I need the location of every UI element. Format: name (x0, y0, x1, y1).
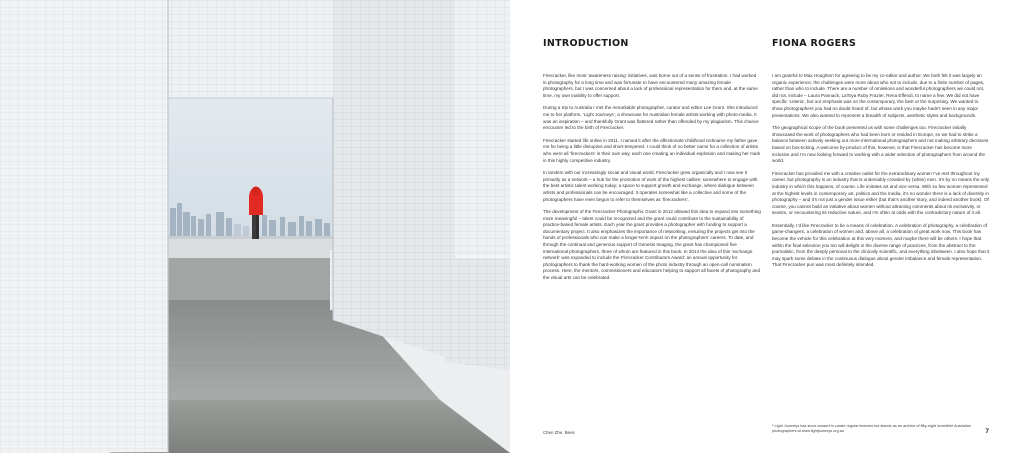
author-heading: FIONA ROGERS (772, 38, 857, 49)
author-paragraph: Essentially, I’d like Firecracker to be a means of celebration. A celebration of photography, a celebration of game-changers, a celebration of women and, above all, a celebration of great work now. This book has become the vehicle for this celebration at this very moment, and maybe there will be others. I hope that within the final selection you too will delight in the diverse range of practices, from the abstract to the journalistic, from the deeply personal to the clinically scientific, and everything inbetween. I also hope that it may spark some debate in the continuous dialogue about gender imbalance and female representation. That Firecracker pun was most definitely intended. (772, 222, 990, 268)
introduction-column (543, 38, 761, 288)
photo-caption: Chen Zhe, Bees (543, 430, 575, 435)
intro-paragraph: Firecracker started life online in 2011. I named it after the affectionate childhood nickname my father gave me for being a little disruptive and short-tempered. I could think of no better name for a collection of artists who were all ‘firecrackers’ in their own way, each one creating an individual explosion and making her mark in this highly competitive industry. (543, 137, 761, 163)
text-page (510, 0, 1020, 453)
footnote: * Light Journeys has since ceased to curate regular features but stands as an archive of fifty-eight incredible Australian photographers at www.lightjourneys.org.au (772, 424, 972, 433)
intro-paragraph: During a trip to Australia I met the remarkable photographer, curator and editor Lee Grant. She introduced me to her platform, ‘Light Journeys’, a showcase for Australian female artists working with photo-media. It was an inspiration – and thankfully Grant was flattered rather than offended by my plagiarism. This chance encounter led to the birth of Firecracker. (543, 105, 759, 131)
author-paragraph: The geographical scope of the book presented us with some challenges too. Firecracker initially showcased the work of photographers who had been born or resided in Europe, so we had to strike a balance between actively seeking out more international photographers and not making arbitrary decisions based on box-ticking. A welcome by-product of this, however, is that Firecracker has become more inclusive and I’m now looking forward to working with a wider selection of photographers from around the world. (772, 125, 989, 164)
intro-paragraph: The development of the Firecracker Photographic Grant in 2012 allowed this idea to expand into something more meaningful – talent could be recognized and the grant could contribute to the sustainability of practice-based female artists. Each year the grant provides a photographer with funding to support a documentary project. It also emphasizes the importance of networking, ensuring the projects get into the hands of professionals who can make a longer-term impact on the photographers’ careers. To date, and through the continual and generous support of Genesis Imaging, the grant has championed five international photographers, three of whom are featured in this book. In 2014 the idea of this ‘exchange network’ was expanded to include the Firecracker Contributors Award: an annual opportunity for photographers to thank the hard-working women of the photo industry through an open-call nomination process. Here, the mentors, commissioners and educators helping to support all facets of photography and the visual arts can be celebrated. (543, 209, 761, 281)
intro-paragraph: In tandem with our increasingly social and visual world, Firecracker grew organically and I now see it primarily as a network – a hub for the promotion of work of the highest calibre; somewhere to engage with the best artistic talent working today; a space to support growth and exchange, where dialogue between artists and professionals can be encouraged. It operates somewhat like a collective and some of the photographers have even begun to refer to themselves as ‘firecrackers’. (543, 170, 758, 202)
author-column (772, 38, 990, 275)
introduction-heading: INTRODUCTION (543, 38, 629, 49)
page-number: 7 (985, 428, 989, 435)
author-paragraph: Firecracker has provided me with a creative outlet for the extraordinary women I’ve met throughout my career, but photography is an industry that is undeniably crowded by (white) men. It’s by no means the only industry in which this happens, of course. Life imitates art and vice versa. With so few women represented at the highest levels in contemporary art, politics and the media, it’s no wonder there is a lack of diversity in photography – and it’s not just a gender issue either (but that’s another story, and indeed another book). Of course, you cannot build an initiative about women without attracting comments about its exclusivity, or sexism, or encountering its reductive nature, and I’m often at odds with the contradictory nature of it all. (772, 170, 990, 216)
intro-paragraph: Firecracker, like most ‘awareness raising’ initiatives, was borne out of a sense of frustration. I had worked in photography for a long time and was fortunate to have encountered many amazing female photographers, but I was concerned about a lack of professional representation for them and, at the same time, my own inability to offer support. (543, 73, 758, 98)
author-paragraph: I am grateful to Max Houghton for agreeing to be my co-editor and author. We both felt it was largely an organic experience; the challenges were more about who not to include, due to a finite number of pages, rather than who to include. There are a number of omissions and wonderful photographers we could not, did not, include – Laura Pannack, LaToya Ruby Frazier, Rena Effendi, to name a few. We did not have specific ‘criteria’, but our emphasis was on the contemporary, the best or the surprising. We wanted to show photographers you had no doubt heard of, but whose work you maybe hadn’t seen in any major presentations. We also wanted to represent a breadth of subjects, aesthetic styles and backgrounds. (772, 73, 985, 118)
